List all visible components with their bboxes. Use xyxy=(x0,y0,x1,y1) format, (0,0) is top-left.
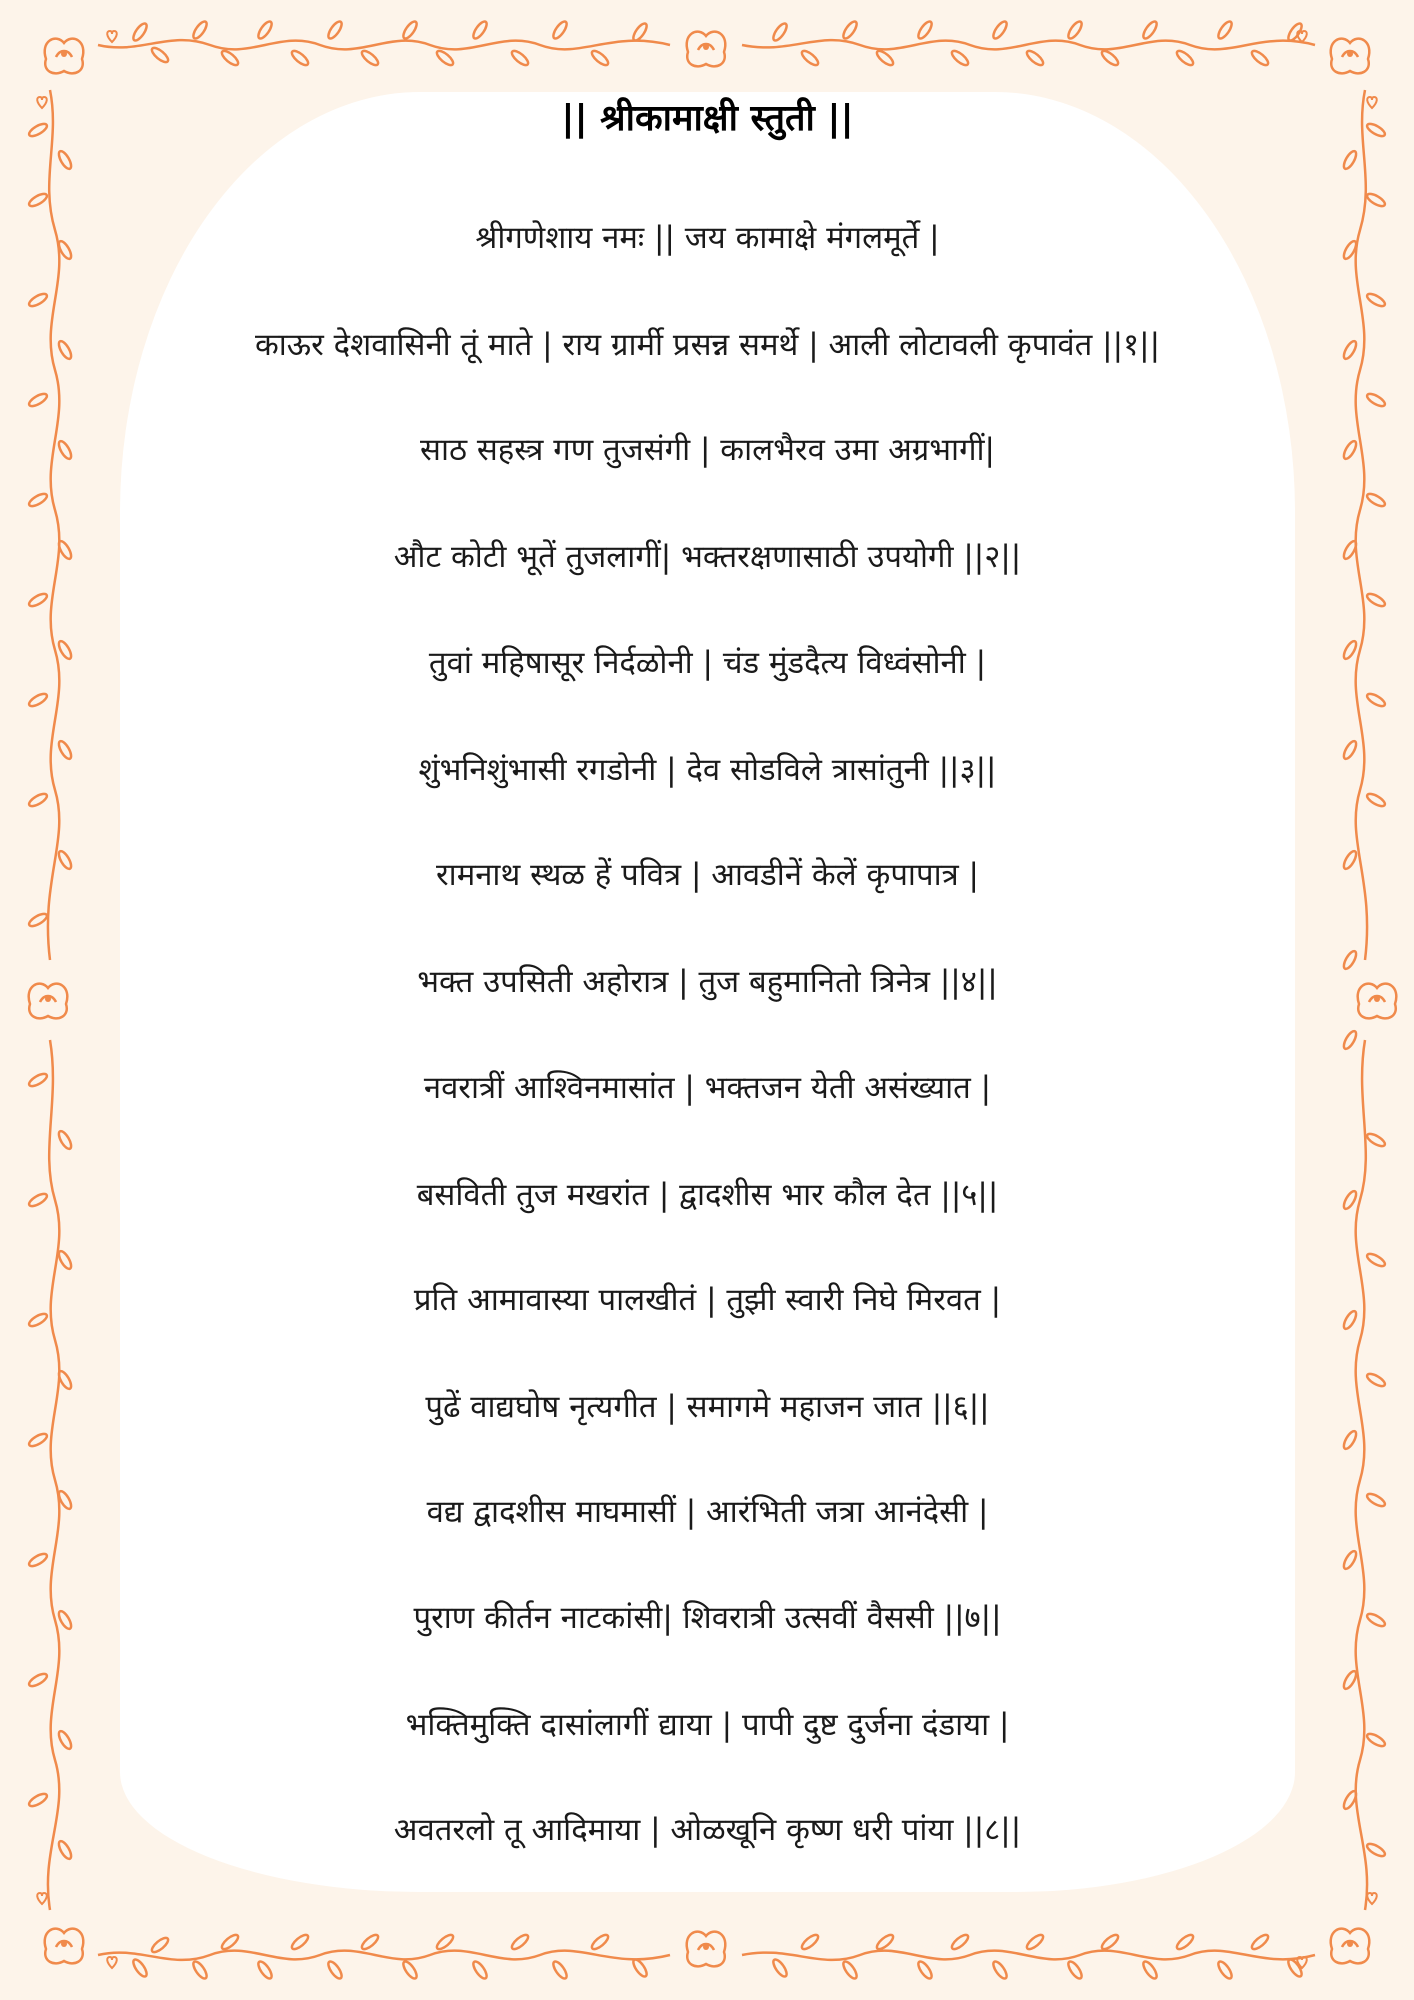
verse-line: भक्तिमुक्ति दासांलागीं द्याया | पापी दुष्ट दुर्जना दंडाया | xyxy=(405,1707,1010,1743)
document-title: || श्रीकामाक्षी स्तुती || xyxy=(561,98,854,139)
verse-line: बसविती तुज मखरांत | द्वादशीस भार कौल देत ||५|| xyxy=(416,1177,999,1213)
verse-line: शुंभनिशुंभासी रगडोनी | देव सोडविले त्रासांतुनी ||३|| xyxy=(418,752,997,788)
verse-line: काऊर देशवासिनी तूं माते | राय ग्रार्मी प्रसन्न समर्थे | आली लोटावली कृपावंत ||१|| xyxy=(254,327,1161,363)
verse-line: तुवां महिषासूर निर्दळोनी | चंड मुंडदैत्य विध्वंसोनी | xyxy=(428,645,987,681)
verse-line: पुढें वाद्यघोष नृत्यगीत | समागमे महाजन जात ||६|| xyxy=(425,1389,990,1425)
verse-line: नवरात्रीं आश्विनमासांत | भक्तजन येती असंख्यात | xyxy=(423,1070,992,1106)
verse-line: वद्य द्वादशीस माघमासीं | आरंभिती जत्रा आनंदेसी | xyxy=(426,1494,989,1530)
verse-line: औट कोटी भूतें तुजलागीं| भक्तरक्षणासाठी उपयोगी ||२|| xyxy=(393,539,1022,575)
verse-line: श्रीगणेशाय नमः || जय कामाक्षे मंगलमूर्ते | xyxy=(475,220,940,256)
verse-line: भक्त उपसिती अहोरात्र | तुज बहुमानितो त्रिनेत्र ||४|| xyxy=(417,964,998,1000)
verse-line: प्रति आमावास्या पालखीतं | तुझी स्वारी निघे मिरवत | xyxy=(413,1282,1002,1318)
verse-line: अवतरलो तू आदिमाया | ओळखूनि कृष्ण धरी पांया ||८|| xyxy=(393,1812,1022,1848)
verse-line: साठ सहस्त्र गण तुजसंगी | कालभैरव उमा अग्रभागीं| xyxy=(419,432,995,468)
verse-line: रामनाथ स्थळ हें पवित्र | आवडीनें केलें कृपापात्र | xyxy=(435,857,980,893)
verse-line: पुराण कीर्तन नाटकांसी| शिवरात्री उत्सवीं वैससी ||७|| xyxy=(413,1600,1002,1636)
